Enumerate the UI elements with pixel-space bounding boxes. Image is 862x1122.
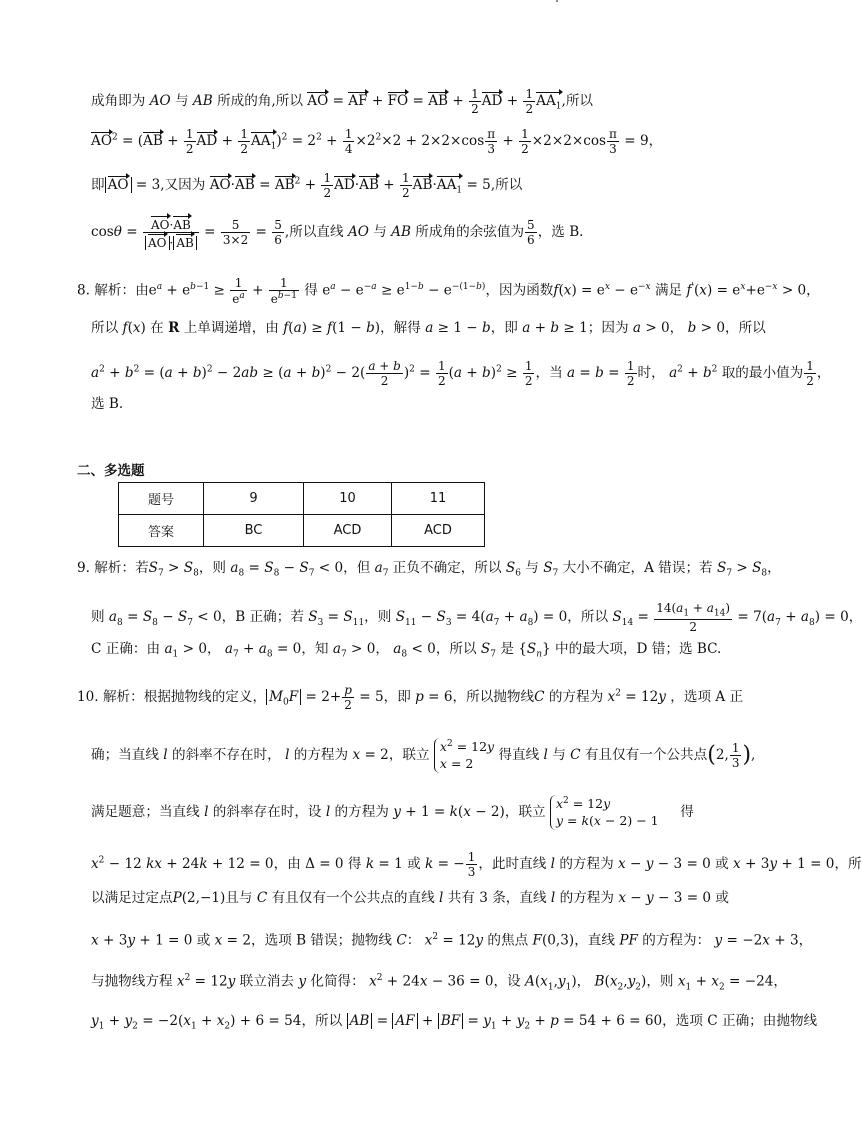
p9-line1: 9. 解析：若$S_7 > S_8$，则 $a_8 = S_8 - S_7 < 0$，但 $a_7$ 正负不确定，所以 $S_6$ 与 $S_7$ 大小不确定，A 错误；若 $S_7 > S_8$，: [77, 560, 781, 579]
p8-line4: 选 B.: [91, 396, 124, 412]
answer-table: [118, 482, 485, 547]
p8-line1: 8. 解析：由$e^a + e^{b-1}$ ≥ $\frac{1}{e^a}$ + $\frac{1}{e^{b-1}}$ 得 $e^a - e^{-a} \ge e^{1-b} - e^{-(1-b)}$，因为函数$f(x) = e^x - e^{-x}$ 满足 $f'(x) = e^x+e^{-x} > 0$，: [77, 276, 820, 306]
p7-line3: 即 AO = 3,又因为 $AO\cdot AB = AB^2$ + $\frac{1}{2}$ AD·AB + $\frac{1}{2}$ $AB\cdot AA_1 = 5$,所以: [91, 171, 523, 200]
p10-line5: 以满足过定点P(2,−1)且与 C 有且仅有一个公共点的直线 l 共有 3 条，直线 l 的方程为 x − y − 3 = 0 或: [91, 890, 729, 906]
p10-line3: 满足题意；当直线 l 的斜率存在时，设 l 的方程为 y + 1 = k(x − 2)，联立 $x^2 = 12y$ y = k(x − 2) − 1 得: [91, 796, 694, 829]
p9-line2: 则 $a_8 = S_8 - S_7 < 0$，B 正确；若 $S_3 = S_{11}$，则 $S_{11} - S_3 = 4(a_7 + a_8) = 0$，所以 $S_{14}$ = $\frac{14(a_1 + a_{14})}{2}$ = $7(a_7 + a_8) = 0$，: [91, 601, 862, 635]
section-heading: 二、多选题: [77, 463, 145, 479]
table-cell: 题号: [119, 483, 204, 515]
p8-line2: 所以 f(x) 在 R 上单调递增，由 f(a) ≥ f(1 − b)，解得 a ≥ 1 − b，即 a + b ≥ 1；因为 a > 0， b > 0，所以: [91, 320, 766, 336]
table-cell: ACD: [304, 515, 392, 547]
p8-line3: $a^2 + b^2 = (a + b)^2 - 2ab \ge (a + b)^2 - 2$( $\frac{a + b}{2}$ )$^2$ = $\frac{1}{2}$ $(a + b)^2$ ≥ $\frac{1}{2}$ ，当 a = b = $\frac{1}{2}$ 时， $a^2 + b^2$ 取的最小值为 $\frac{1}{2}$ ，: [91, 359, 831, 388]
p9-line3: C 正确：由 $a_1 > 0$， $a_7 + a_8 = 0$，知 $a_7 > 0$， $a_8 < 0$，所以 $S_7$ 是 $\{S_n\}$ 中的最大项，D 错；选 BC.: [91, 641, 722, 660]
table-cell: 9: [204, 483, 304, 515]
p7-line4: cosθ = $\frac{AO\cdot AB}{AO \cdot AB}$ = $\frac{5}{3\times 2}$ = $\frac{5}{6}$ ,所以直线 AO 与 AB 所成角的余弦值为 $\frac{5}{6}$ ，选 B.: [91, 218, 584, 250]
table-cell: BC: [204, 515, 304, 547]
table-row: [119, 515, 485, 547]
p7-line1: 成角即为 AO 与 AB 所成的角,所以 AO = AF + FO = AB + $\frac{1}{2}$ AD + $\frac{1}{2}$ $AA_1$,所以: [91, 87, 594, 116]
p10-line4: $x^2 - 12$ kx + 24k + 12 = 0，由 Δ = 0 得 k = 1 或 k = − $\frac{1}{3}$ ，此时直线 l 的方程为 x − y − 3 = 0 或 x + 3y + 1 = 0，所: [91, 850, 862, 879]
table-row: [119, 483, 485, 515]
p7-line2: $AO^2 = (AB$ + $\frac{1}{2}$ AD + $\frac{1}{2}$ $AA_1)^2 = 2^2$ + $\frac{1}{4}$ $\times 2^2\times 2 + 2\times 2\times\cos$ $\frac{\pi}{3}$ + $\frac{1}{2}$ ×2×2×cos $\frac{\pi}{3}$ = 9，: [91, 127, 663, 156]
table-cell: ACD: [392, 515, 485, 547]
p10-line2: 确；当直线 l 的斜率不存在时， l 的方程为 x = 2，联立 $x^2 = 12y$ x = 2 得直线 l 与 C 有且仅有一个公共点(2, $\frac{1}{3}$ ),: [91, 739, 756, 772]
p10-line7: 与抛物线方程 $x^2 = 12y$ 联立消去 y 化简得： $x^2 + 24x - 36 = 0$，设 $A(x_1,y_1)$， $B(x_2,y_2)$，则 $x_1 + x_2 = -24$，: [91, 973, 788, 993]
scan-dot: [556, 0, 558, 2]
p10-line1: 10. 解析：根据抛物线的定义， $M_0F = 2+$ $\frac{p}{2}$ = 5，即 p = 6，所以抛物线C 的方程为 $x^2 = 12y$ ，选项 A 正: [77, 683, 744, 712]
p10-line6: x + 3y + 1 = 0 或 x = 2，选项 B 错误；抛物线 C： $x^2 = 12y$ 的焦点 F(0,3)，直线 PF 的方程为： y = −2x + 3，: [91, 932, 813, 949]
table-cell: 11: [392, 483, 485, 515]
table-cell: 答案: [119, 515, 204, 547]
p10-line8: $y_1 + y_2 = -2(x_1 + x_2) + 6 = 54$，所以 AB = AF + BF = $y_1 + y_2 + p = 54 + 6 = 60$，选项 C 正确；由抛物线: [91, 1013, 818, 1032]
table-cell: 10: [304, 483, 392, 515]
